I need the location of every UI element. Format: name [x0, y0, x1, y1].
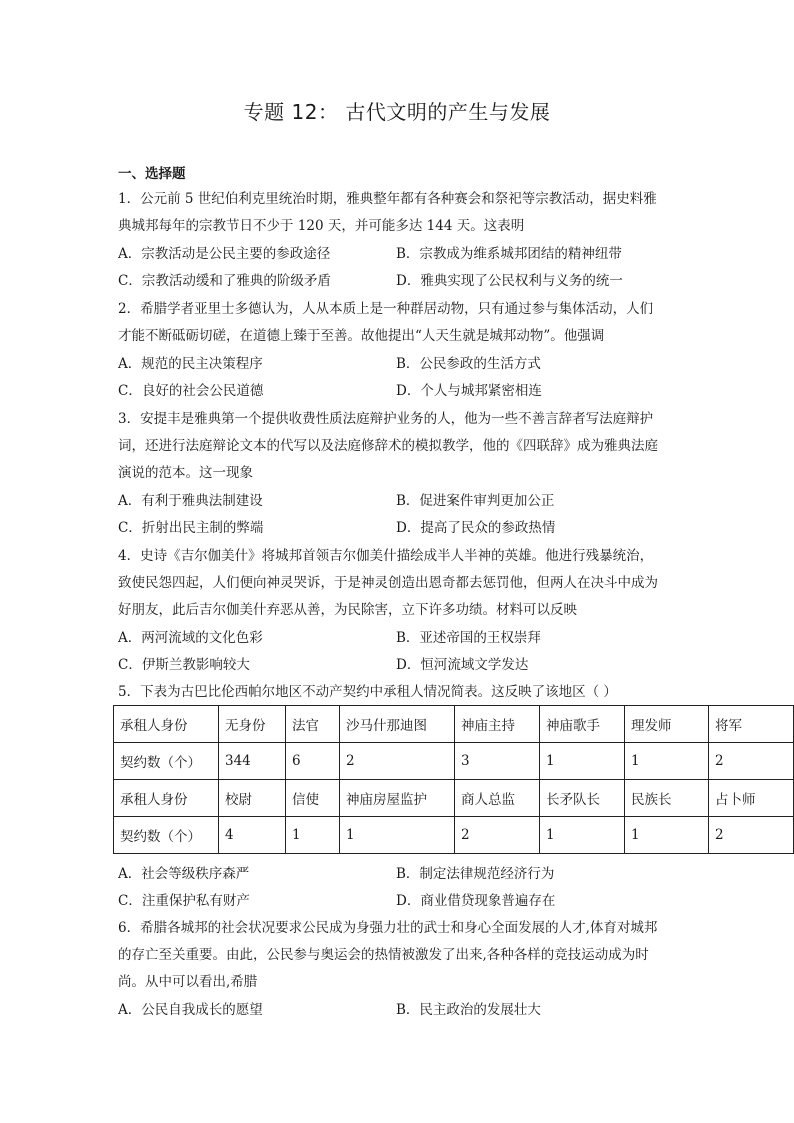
question-4-line-3: 好朋友，此后吉尔伽美什弃恶从善，为民除害，立下许多功绩。材料可以反映 [118, 602, 577, 618]
question-1-option-a: A．宗教活动是公民主要的参政途径 [118, 246, 331, 262]
question-5-option-d: D．商业借贷现象普遍存在 [396, 893, 556, 909]
table-cell: 承租人身份 [114, 780, 219, 817]
question-1-line-2: 典城邦每年的宗教节日不少于 120 天，并可能多达 144 天。这表明 [118, 218, 525, 234]
table-cell: 占卜师 [709, 780, 794, 817]
table-row [114, 743, 794, 780]
table-cell: 神庙歌手 [540, 706, 625, 743]
question-5-line-1: 5．下表为古巴比伦西帕尔地区不动产契约中承租人情况简表。这反映了该地区（ ） [118, 684, 617, 700]
table-cell: 1 [625, 817, 709, 854]
table-cell: 344 [219, 743, 286, 780]
question-5-option-b: B．制定法律规范经济行为 [396, 866, 555, 882]
question-1-line-1: 1．公元前 5 世纪伯利克里统治时期，雅典整年都有各种赛会和祭祀等宗教活动，据史料雅 [118, 191, 657, 207]
question-4-option-d: D．恒河流域文学发达 [396, 657, 529, 673]
table-cell: 1 [540, 743, 625, 780]
question-4-option-c: C．伊斯兰教影响较大 [118, 657, 250, 673]
question-2-option-d: D．个人与城邦紧密相连 [396, 383, 542, 399]
table-row [114, 780, 794, 817]
question-2-line-1: 2．希腊学者亚里士多德认为，人从本质上是一种群居动物，只有通过参与集体活动，人们 [118, 301, 654, 317]
table-cell: 承租人身份 [114, 706, 219, 743]
question-5-option-c: C．注重保护私有财产 [118, 893, 250, 909]
table-cell: 长矛队长 [540, 780, 625, 817]
table-cell: 将军 [709, 706, 794, 743]
table-cell: 1 [340, 817, 455, 854]
table-cell: 2 [709, 743, 794, 780]
table-cell: 契约数（个） [114, 743, 219, 780]
table-cell: 契约数（个） [114, 817, 219, 854]
table-cell: 校尉 [219, 780, 286, 817]
question-4-line-1: 4．史诗《吉尔伽美什》将城邦首领吉尔伽美什描绘成半人半神的英雄。他进行残暴统治， [118, 548, 654, 564]
question-4-line-2: 致使民怨四起，人们便向神灵哭诉，于是神灵创造出恩奇都去惩罚他，但两人在决斗中成为 [118, 575, 658, 591]
question-3-option-c: C．折射出民主制的弊端 [118, 520, 264, 536]
table-cell: 1 [625, 743, 709, 780]
lease-table [113, 705, 794, 854]
question-3-line-3: 演说的范本。这一现象 [118, 465, 253, 481]
question-5-option-a: A．社会等级秩序森严 [118, 866, 250, 882]
table-cell: 法官 [286, 706, 340, 743]
question-6-line-3: 尚。从中可以看出,希腊 [118, 974, 258, 990]
section-heading: 一、选择题 [118, 166, 186, 182]
question-2-line-2: 才能不断砥砺切磋，在道德上臻于至善。故他提出“人天生就是城邦动物”。他强调 [118, 328, 605, 344]
question-3-line-1: 3．安提丰是雅典第一个提供收费性质法庭辩护业务的人，他为一些不善言辞者写法庭辩护 [118, 411, 654, 427]
table-cell: 3 [455, 743, 540, 780]
table-cell: 6 [286, 743, 340, 780]
question-4-option-b: B．亚述帝国的王权崇拜 [396, 630, 541, 646]
question-1-option-d: D．雅典实现了公民权利与义务的统一 [396, 273, 623, 289]
table-cell: 民族长 [625, 780, 709, 817]
table-cell: 信使 [286, 780, 340, 817]
question-6-line-2: 的存亡至关重要。由此，公民参与奥运会的热情被激发了出来,各种各样的竞技运动成为时 [118, 947, 649, 963]
question-4-option-a: A．两河流域的文化色彩 [118, 630, 263, 646]
question-2-option-a: A．规范的民主决策程序 [118, 356, 263, 372]
table-cell: 1 [540, 817, 625, 854]
table-row [114, 706, 794, 743]
question-1-option-b: B．宗教成为维系城邦团结的精神纽带 [396, 246, 622, 262]
table-cell: 神庙主持 [455, 706, 540, 743]
question-6-option-a: A．公民自我成长的愿望 [118, 1002, 263, 1018]
question-2-option-c: C．良好的社会公民道德 [118, 383, 264, 399]
page-title: 专题 12： 古代文明的产生与发展 [243, 100, 551, 124]
question-2-option-b: B．公民参政的生活方式 [396, 356, 541, 372]
table-cell: 无身份 [219, 706, 286, 743]
table-cell: 2 [455, 817, 540, 854]
question-6-line-1: 6．希腊各城邦的社会状况要求公民成为身强力壮的武士和身心全面发展的人才,体育对城邦 [118, 920, 658, 936]
table-cell: 1 [286, 817, 340, 854]
table-cell: 沙马什那迪图 [340, 706, 455, 743]
question-3-line-2: 词，还进行法庭辩论文本的代写以及法庭修辞术的模拟教学，他的《四联辞》成为雅典法庭 [118, 438, 658, 454]
question-1-option-c: C．宗教活动缓和了雅典的阶级矛盾 [118, 273, 331, 289]
table-cell: 理发师 [625, 706, 709, 743]
table-cell: 2 [340, 743, 455, 780]
table-cell: 4 [219, 817, 286, 854]
table-cell: 神庙房屋监护 [340, 780, 455, 817]
table-cell: 2 [709, 817, 794, 854]
table-cell: 商人总监 [455, 780, 540, 817]
table-row [114, 817, 794, 854]
question-3-option-d: D．提高了民众的参政热情 [396, 520, 556, 536]
question-3-option-b: B．促进案件审判更加公正 [396, 493, 555, 509]
question-6-option-b: B．民主政治的发展壮大 [396, 1002, 541, 1018]
question-3-option-a: A．有利于雅典法制建设 [118, 493, 263, 509]
